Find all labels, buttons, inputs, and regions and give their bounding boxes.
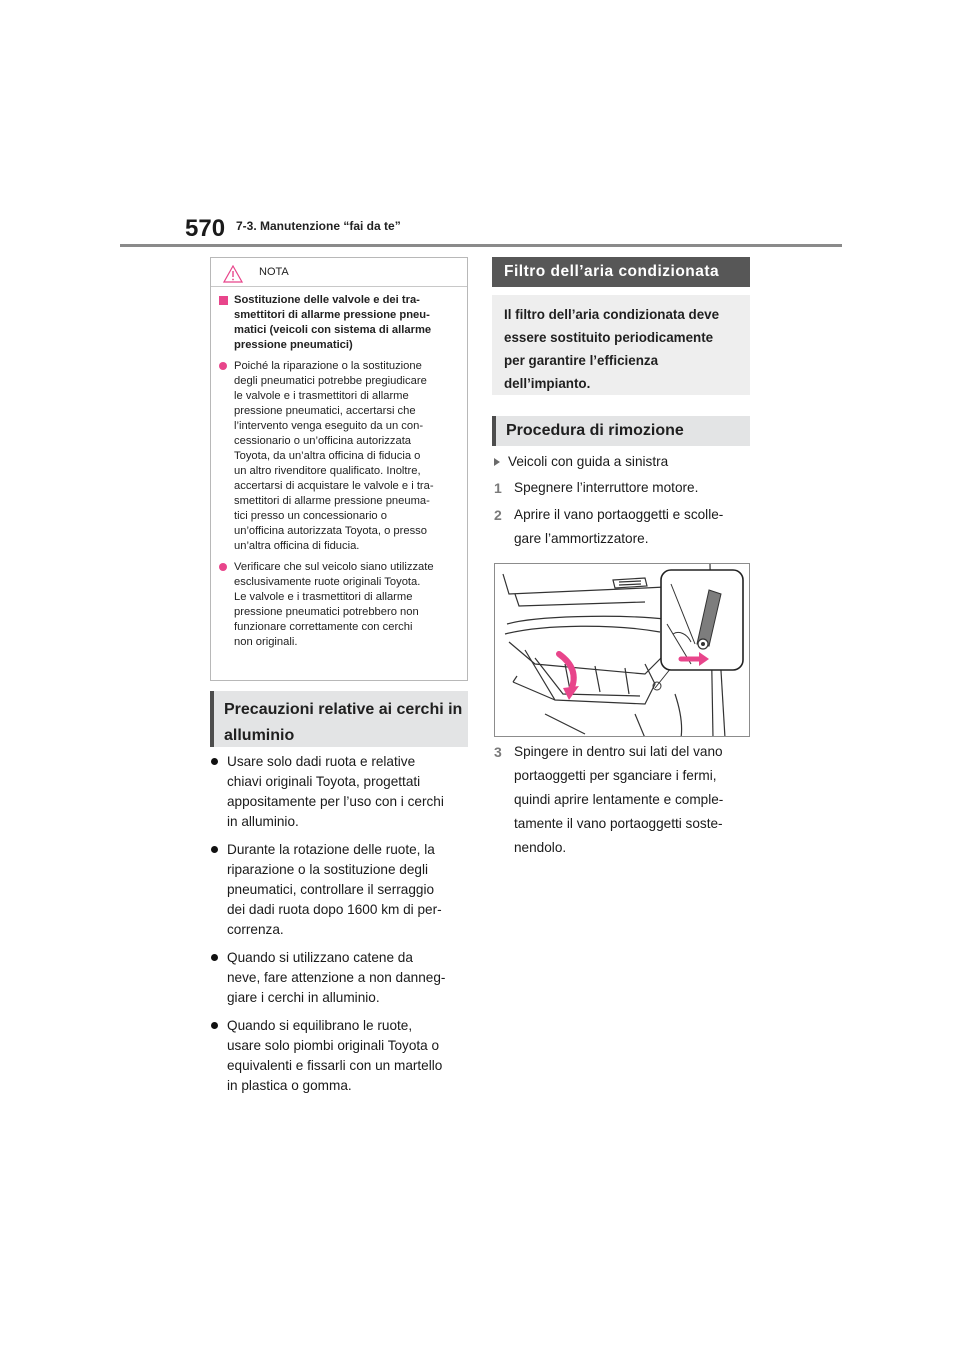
list-item-line: dei dadi ruota dopo 1600 km di per- (227, 902, 442, 917)
intro-line: Il filtro dell’aria condizionata deve (504, 307, 720, 322)
list-item-line: giare i cerchi in alluminio. (227, 990, 380, 1005)
nota-line: non originali. (234, 636, 298, 648)
step-line: Aprire il vano portaoggetti e scolle- (514, 507, 724, 522)
list-item-line: neve, fare attenzione a non danneg- (227, 970, 446, 985)
step-2 (494, 503, 754, 551)
nota-header (211, 258, 467, 286)
page-number: 570 (185, 215, 226, 242)
list-item-line: in plastica o gomma. (227, 1078, 352, 1093)
step-line: quindi aprire lentamente e comple- (514, 792, 724, 807)
nota-divider (211, 286, 467, 287)
section-header-title: 7-3. Manutenzione “fai da te” (236, 219, 401, 233)
glovebox-drawing (495, 564, 750, 737)
nota-line: Toyota, da un’altra officina di fiducia o (234, 450, 421, 462)
list-item-line: Quando si utilizzano catene da (227, 950, 413, 965)
list-item (211, 948, 471, 1008)
circle-bullet-icon (219, 362, 227, 370)
step-line: gare l’ammortizzatore. (514, 531, 649, 546)
list-item-line: usare solo piombi originali Toyota o (227, 1038, 440, 1053)
section-heading-alloy-wheels (210, 691, 468, 747)
step-line: nendolo. (514, 840, 567, 855)
intro-line: per garantire l’efficienza (504, 353, 659, 368)
list-item (211, 1016, 471, 1096)
step-line: portaoggetti per sganciare i fermi, (514, 768, 717, 783)
bullet-icon (211, 1022, 218, 1029)
step-number: 3 (494, 744, 502, 760)
step-line: Spegnere l’interruttore motore. (514, 480, 699, 495)
list-item-line: correnza. (227, 922, 284, 937)
glovebox-illustration (494, 563, 750, 737)
section-title-ac-filter: Filtro dell’aria condizionata (492, 257, 750, 287)
intro-line: essere sostituito periodicamente (504, 330, 714, 345)
step-line: Spingere in dentro sui lati del vano (514, 744, 723, 759)
nota-line: un’officina autorizzata Toyota, o presso (234, 525, 427, 537)
list-item (211, 752, 471, 832)
list-item-line: Usare solo dadi ruota e relative (227, 754, 416, 769)
nota-line: Le valvole e i trasmettitori di allarme (234, 591, 413, 603)
nota-line: tici presso un concessionario o (234, 510, 387, 522)
list-item-line: appositamente per l’uso con i cerchi (227, 794, 444, 809)
nota-subheading-line: Sostituzione delle valvole e dei tra- (234, 294, 420, 306)
step-line: tamente il vano portaoggetti soste- (514, 816, 723, 831)
bullet-icon (211, 846, 218, 853)
nota-subheading-line: pressione pneumatici) (234, 339, 353, 351)
nota-line: pressione pneumatici potrebbero non (234, 606, 419, 618)
list-item-line: equivalenti e fissarli con un martello (227, 1058, 443, 1073)
triangle-marker-icon (494, 458, 500, 466)
nota-line: l’intervento venga eseguito da un con- (234, 420, 424, 432)
header-divider (120, 244, 842, 247)
nota-subheading-line: smettitori di allarme pressione pneu- (234, 309, 430, 321)
variant-text: Veicoli con guida a sinistra (508, 454, 669, 469)
nota-line: Verificare che sul veicolo siano utilizzate (234, 561, 434, 573)
step-number: 2 (494, 507, 502, 523)
nota-subheading-line: matici (veicoli con sistema di allarme (234, 324, 432, 336)
list-item-line: in alluminio. (227, 814, 299, 829)
nota-box (210, 257, 468, 681)
nota-line: Poiché la riparazione o la sostituzione (234, 360, 422, 372)
nota-label: NOTA (259, 266, 289, 278)
ac-filter-intro-box (492, 295, 750, 395)
list-item-line: pneumatici, controllare il serraggio (227, 882, 435, 897)
nota-bullet-item (219, 560, 459, 650)
nota-line: funzionare correttamente con cerchi (234, 621, 413, 633)
nota-subheading (219, 293, 459, 353)
nota-line: degli pneumatici potrebbe pregiudicare (234, 375, 427, 387)
nota-line: le valvole e i trasmettitori di allarme (234, 390, 409, 402)
step-1 (494, 476, 754, 500)
warning-triangle-icon (223, 265, 243, 283)
nota-line: un altro rivenditore qualificato. Inoltre, (234, 465, 421, 477)
bullet-icon (211, 954, 218, 961)
nota-content (219, 293, 459, 656)
nota-bullet-item (219, 359, 459, 554)
step-3 (494, 740, 754, 860)
nota-line: pressione pneumatici, accertarsi che (234, 405, 416, 417)
nota-line: accertarsi di acquistare le valvole e i tra- (234, 480, 434, 492)
nota-line: esclusivamente ruote originali Toyota. (234, 576, 421, 588)
intro-line: dell’impianto. (504, 376, 591, 391)
section-heading-line: Precauzioni relative ai cerchi in (224, 701, 463, 718)
step-number: 1 (494, 480, 502, 496)
variant-label (494, 454, 668, 469)
list-item-line: Quando si equilibrano le ruote, (227, 1018, 413, 1033)
section-heading-removal-procedure: Procedura di rimozione (492, 416, 750, 446)
square-bullet-icon (219, 296, 228, 305)
bullet-icon (211, 758, 218, 765)
list-item-line: chiavi originali Toyota, progettati (227, 774, 421, 789)
list-item (211, 840, 471, 940)
circle-bullet-icon (219, 563, 227, 571)
list-item-line: riparazione o la sostituzione degli (227, 862, 429, 877)
alloy-wheel-precautions-list (211, 752, 471, 1104)
nota-line: cessionario o un’officina autorizzata (234, 435, 412, 447)
list-item-line: Durante la rotazione delle ruote, la (227, 842, 435, 857)
section-heading-line: alluminio (224, 727, 295, 744)
nota-line: un’altra officina di fiducia. (234, 540, 360, 552)
nota-line: smettitori di allarme pressione pneuma- (234, 495, 430, 507)
